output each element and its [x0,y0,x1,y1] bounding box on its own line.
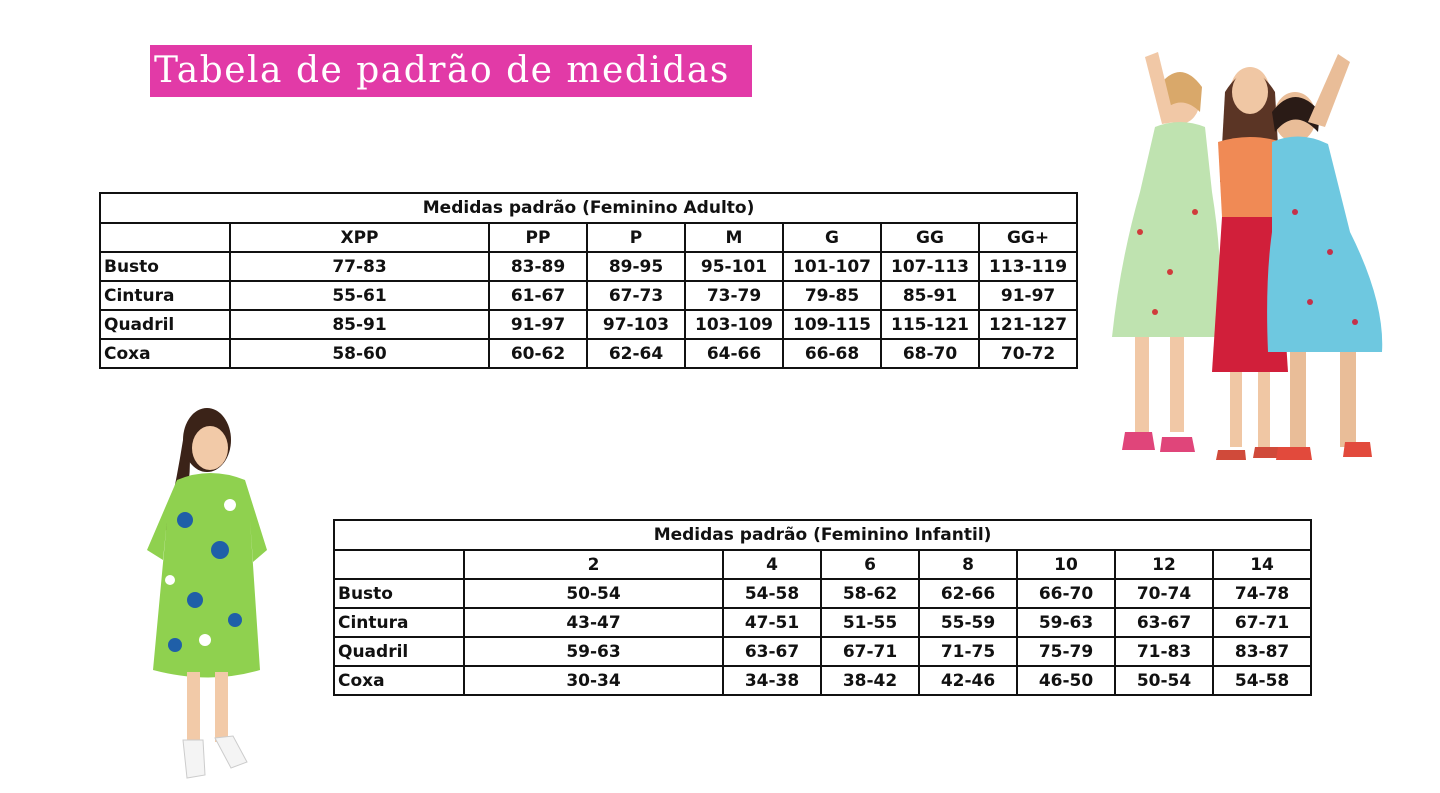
table-cell: 83-87 [1213,637,1311,666]
table-cell: 89-95 [587,252,685,281]
table-cell: 95-101 [685,252,783,281]
table-cell: 50-54 [1115,666,1213,695]
page-title: Tabela de padrão de medidas [154,50,730,91]
column-header: PP [489,223,587,252]
table-cell: 67-73 [587,281,685,310]
table-cell: 60-62 [489,339,587,368]
table-cell: 85-91 [881,281,979,310]
table-cell: 83-89 [489,252,587,281]
column-header: XPP [230,223,489,252]
row-label: Busto [334,579,464,608]
girl-model-photo [135,400,280,790]
table-cell: 34-38 [723,666,821,695]
table-cell: 58-60 [230,339,489,368]
table-cell: 55-61 [230,281,489,310]
table-row [100,339,1077,368]
table-row [334,579,1311,608]
column-header: 10 [1017,550,1115,579]
table-cell: 97-103 [587,310,685,339]
column-header: P [587,223,685,252]
table-cell: 50-54 [464,579,723,608]
table-cell: 107-113 [881,252,979,281]
table-cell: 59-63 [464,637,723,666]
table-cell: 74-78 [1213,579,1311,608]
table-cell: 61-67 [489,281,587,310]
column-header: 4 [723,550,821,579]
adult-size-table [99,192,1078,369]
column-header: 8 [919,550,1017,579]
column-header: GG+ [979,223,1077,252]
corner-cell [100,223,230,252]
table-cell: 70-72 [979,339,1077,368]
table-header-row [334,550,1311,579]
table-cell: 85-91 [230,310,489,339]
table-cell: 51-55 [821,608,919,637]
table-cell: 38-42 [821,666,919,695]
table-cell: 71-83 [1115,637,1213,666]
row-label: Cintura [334,608,464,637]
row-label: Coxa [334,666,464,695]
column-header: 6 [821,550,919,579]
page-title-banner [150,45,752,97]
table-cell: 91-97 [489,310,587,339]
table-cell: 43-47 [464,608,723,637]
table-cell: 71-75 [919,637,1017,666]
table-cell: 62-66 [919,579,1017,608]
table-cell: 121-127 [979,310,1077,339]
column-header: 12 [1115,550,1213,579]
table-cell: 62-64 [587,339,685,368]
table-cell: 42-46 [919,666,1017,695]
table-row [100,252,1077,281]
table-row [334,666,1311,695]
column-header: G [783,223,881,252]
column-header: 2 [464,550,723,579]
row-label: Cintura [100,281,230,310]
table-cell: 79-85 [783,281,881,310]
table-cell: 63-67 [1115,608,1213,637]
table-row [100,310,1077,339]
column-header: 14 [1213,550,1311,579]
table-cell: 68-70 [881,339,979,368]
row-label: Busto [100,252,230,281]
table-cell: 59-63 [1017,608,1115,637]
table-caption-row [334,520,1311,550]
table-cell: 64-66 [685,339,783,368]
table-cell: 73-79 [685,281,783,310]
table-cell: 54-58 [723,579,821,608]
table-caption: Medidas padrão (Feminino Infantil) [334,520,1311,550]
kids-size-table [333,519,1312,696]
table-row [334,637,1311,666]
table-cell: 91-97 [979,281,1077,310]
table-row [334,608,1311,637]
table-cell: 70-74 [1115,579,1213,608]
corner-cell [334,550,464,579]
table-cell: 30-34 [464,666,723,695]
table-cell: 67-71 [821,637,919,666]
table-cell: 113-119 [979,252,1077,281]
table-cell: 47-51 [723,608,821,637]
table-caption: Medidas padrão (Feminino Adulto) [100,193,1077,223]
table-cell: 54-58 [1213,666,1311,695]
table-cell: 63-67 [723,637,821,666]
table-cell: 46-50 [1017,666,1115,695]
table-cell: 101-107 [783,252,881,281]
table-cell: 103-109 [685,310,783,339]
table-cell: 75-79 [1017,637,1115,666]
column-header: M [685,223,783,252]
column-header: GG [881,223,979,252]
table-cell: 115-121 [881,310,979,339]
table-cell: 66-68 [783,339,881,368]
models-photo [1100,32,1400,482]
table-cell: 77-83 [230,252,489,281]
table-cell: 58-62 [821,579,919,608]
table-caption-row [100,193,1077,223]
row-label: Coxa [100,339,230,368]
row-label: Quadril [334,637,464,666]
table-cell: 55-59 [919,608,1017,637]
table-header-row [100,223,1077,252]
table-cell: 67-71 [1213,608,1311,637]
table-cell: 66-70 [1017,579,1115,608]
table-row [100,281,1077,310]
table-cell: 109-115 [783,310,881,339]
row-label: Quadril [100,310,230,339]
